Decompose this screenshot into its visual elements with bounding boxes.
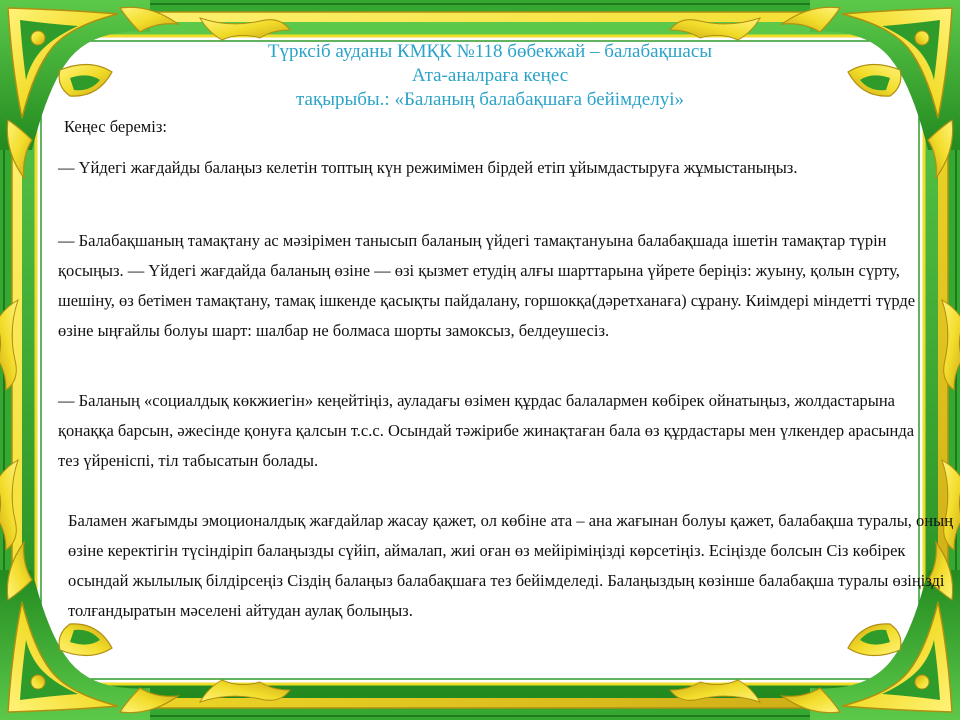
advice-paragraph-routine: — Үйдегі жағдайды балаңыз келетін топтың күн режимімен бірдей етіп ұйымдастыруға жұмыстаныңыз. [58, 158, 798, 177]
title-line-organization: Түрксіб ауданы КМҚК №118 бөбекжай – балабақшасы [267, 41, 713, 62]
title-line-audience: Ата-аналраға кеңес [411, 65, 569, 86]
advice-paragraph-social: — Баланың «социалдық көкжиегін» кеңейтіңіз, ауладағы өзімен құрдас балалармен көбірек ойнатыңыз, жолдастарына қонаққа барсын, әжесінде қонуға қалсын т.с.с. Осындай тәжірибе жинақтаған бала өз құрдастары мен үлкендер арасында тез үйреніспі, тіл табысатын болады. [58, 391, 915, 470]
advice-paragraph-nutrition-selfcare: — Балабақшаның тамақтану ас мәзірімен танысып баланың үйдегі тамақтануына балабақшада ішетін тамақтар түрін қосыңыз. — Үйдегі жағдайда баланың өзіне — өзі қызмет етудің алғы шарттарына үйрете беріңіз: жуыну, қолын сүрту, шешіну, өз бетімен тамақтану, тамақ ішкенде қасықты пайдалану, горшокқа(дәретханаға) сұрану. Киімдері міндетті түрде өзіне ыңғайлы болуы шарт: шалбар не болмаса шорты замоксыз, белдеушесіз. [58, 231, 916, 340]
page-title [150, 40, 830, 112]
advice-intro: Кеңес береміз: [64, 117, 167, 136]
advice-paragraph-emotional: Баламен жағымды эмоционалдық жағдайлар жасау қажет, ол көбіне ата – ана жағынан болуы қажет, балабақша туралы, оның өзіне керектігін түсіндіріп балаңызды сүйіп, аймалап, жиі оған өз мейіріміңізді көрсетіңіз. Есіңізде болсын Сіз көбірек осындай жылылық білдірсеңіз Сіздің балаңыз балабақшаға тез бейімделеді. Балаңыздың көзінше балабақша туралы өзіңізді толғандыратын мәселені айтудан аулақ болыңыз. [68, 511, 954, 620]
title-line-topic: тақырыбы.: «Баланың балабақшаға бейімделуі» [296, 89, 684, 110]
